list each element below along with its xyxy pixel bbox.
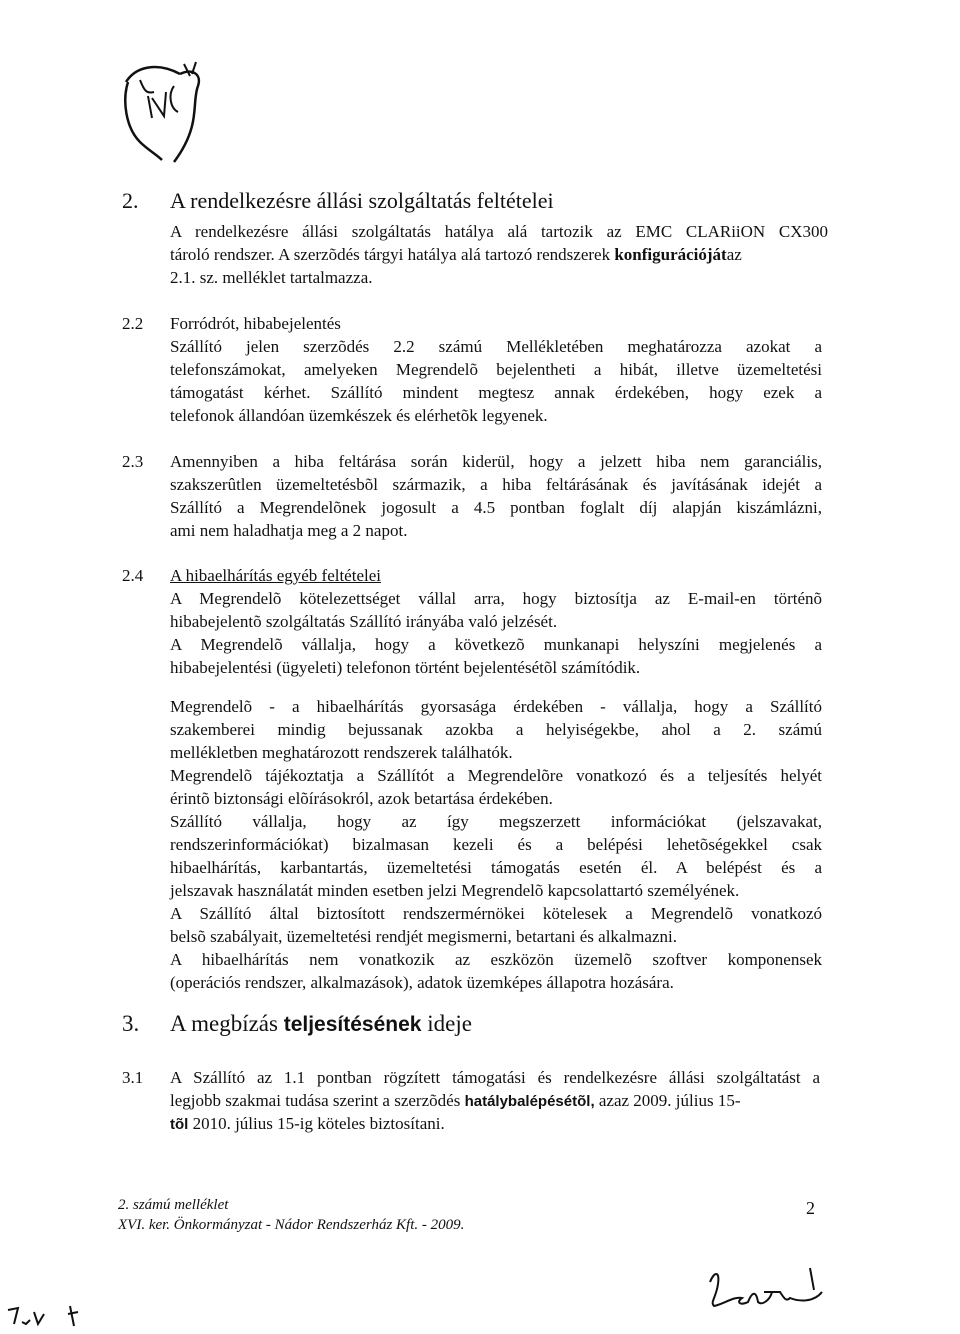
s23-line-2: szakszerûtlen üzemeltetésbõl származik, a hiba feltárásának és javításának idejét a <box>170 475 822 494</box>
s22-line-2: telefonszámokat, amelyeken Megrendelõ bejelentheti a hibát, illetve üzemeltetési <box>170 360 822 379</box>
section-3-title <box>170 1010 472 1039</box>
s22-line-4: telefonok állandóan üzemkészek és elérhetõk legyenek. <box>170 406 548 425</box>
s22-line-1: Szállító jelen szerzõdés 2.2 számú Mellékletében meghatározza azokat a <box>170 337 822 356</box>
intro-line-2-bold: konfigurációját <box>614 245 727 264</box>
section-2-title: A rendelkezésre állási szolgáltatás feltételei <box>170 188 554 213</box>
s24-heading: A hibaelhárítás egyéb feltételei <box>170 566 381 585</box>
s31-line-2-bold: hatálybalépésétõl, <box>464 1093 595 1110</box>
s24-b-line-5: érintõ biztonsági elõírásokról, azok betartása érdekében. <box>170 789 553 808</box>
s24-a-line-1: A Megrendelõ kötelezettséget vállal arra, hogy biztosítja az E-mail-en történõ <box>170 589 822 608</box>
s31-number: 3.1 <box>122 1068 144 1087</box>
s24-b-line-3: mellékletben meghatározott rendszerek találhatók. <box>170 743 513 762</box>
s24-a-line-4: hibabejelentési (ügyeleti) telefonon történt bejelentésétõl számítódik. <box>170 658 641 677</box>
handwritten-mark-icon <box>4 1300 94 1330</box>
s31-line-2-pre: legjobb szakmai tudása szerint a szerzõdés <box>170 1091 461 1110</box>
footer-line-2: XVI. ker. Önkormányzat - Nádor Rendszerház Kft. - 2009. <box>118 1217 465 1233</box>
s24-b-line-7: rendszerinformációkat) bizalmasan kezeli és a belépési lehetõségekkel csak <box>170 835 822 854</box>
s24-b-line-1: Megrendelõ - a hibaelhárítás gyorsasága érdekében - vállalja, hogy a Szállító <box>170 697 822 716</box>
s22-line-3: támogatást kérhet. Szállító mindent megtesz annak érdekében, hogy ezek a <box>170 383 822 402</box>
s31-line-2 <box>170 1091 741 1112</box>
s24-b-line-9: jelszavak használatát minden esetben jelzi Megrendelõ kapcsolattartó személyének. <box>170 881 740 900</box>
s24-a-line-2: hibabejelentõ szolgáltatás Szállító irányába való jelzését. <box>170 612 558 631</box>
s22-number: 2.2 <box>122 314 144 333</box>
s23-number: 2.3 <box>122 452 144 471</box>
section-3-number: 3. <box>122 1011 140 1036</box>
s22-heading: Forródrót, hibabejelentés <box>170 314 341 333</box>
s24-b-line-8: hibaelhárítás, karbantartás, üzemeltetési támogatás esetén él. A belépést és a <box>170 858 822 877</box>
s24-number: 2.4 <box>122 566 144 585</box>
footer-line-1: 2. számú melléklet <box>118 1197 229 1213</box>
section-3-title-pre: A megbízás <box>170 1011 278 1036</box>
s24-b-line-12: A hibaelhárítás nem vonatkozik az eszközön üzemelõ szoftver komponensek <box>170 950 822 969</box>
intro-line-2 <box>170 245 742 265</box>
section-3-title-bold: teljesítésének <box>283 1013 422 1036</box>
s24-a-line-3: A Megrendelõ vállalja, hogy a következõ munkanapi helyszíni megjelenés a <box>170 635 822 654</box>
s23-line-4: ami nem haladhatja meg a 2 napot. <box>170 521 408 540</box>
section-3-title-post: ideje <box>427 1011 472 1036</box>
page-number: 2 <box>806 1198 815 1218</box>
s23-line-1: Amennyiben a hiba feltárása során kiderül, hogy a jelzett hiba nem garanciális, <box>170 452 822 471</box>
s31-line-1: A Szállító az 1.1 pontban rögzített támogatási és rendelkezésre állási szolgáltatást a <box>170 1068 820 1087</box>
s24-b-line-6: Szállító vállalja, hogy az így megszerzett információkat (jelszavakat, <box>170 812 822 831</box>
s24-b-line-4: Megrendelõ tájékoztatja a Szállítót a Megrendelõre vonatkozó és a teljesítés helyét <box>170 766 822 785</box>
s31-line-3 <box>170 1114 445 1135</box>
signature-icon <box>700 1262 830 1314</box>
section-2-number: 2. <box>122 188 139 213</box>
s31-line-2-post: azaz 2009. július 15- <box>598 1091 741 1110</box>
s31-line-3-post: 2010. július 15-ig köteles biztosítani. <box>192 1114 445 1133</box>
s23-line-3: Szállító a Megrendelõnek jogosult a 4.5 pontban foglalt díj alapján kiszámlázni, <box>170 498 822 517</box>
s24-b-line-10: A Szállító által biztosított rendszermérnökei kötelesek a Megrendelõ vonatkozó <box>170 904 822 923</box>
intro-line-2-tail: az <box>726 245 742 264</box>
s24-b-line-11: belsõ szabályait, üzemeltetési rendjét megismerni, betartani és alkalmazni. <box>170 927 677 946</box>
intro-line-3: 2.1. sz. melléklet tartalmazza. <box>170 268 373 287</box>
intro-line-1: A rendelkezésre állási szolgáltatás hatálya alá tartozik az EMC CLARiiON CX300 <box>170 222 828 241</box>
intro-line-2-text: tároló rendszer. A szerzõdés tárgyi hatálya alá tartozó rendszerek <box>170 245 611 264</box>
s24-b-line-2: szakemberei mindig bejussanak azokba a helyiségekbe, ahol a 2. számú <box>170 720 822 739</box>
s24-b-line-13: (operációs rendszer, alkalmazások), adatok üzemképes állapotra hozására. <box>170 973 674 992</box>
monogram-seal-icon <box>118 56 210 166</box>
s31-line-3-bold: tõl <box>170 1116 189 1133</box>
